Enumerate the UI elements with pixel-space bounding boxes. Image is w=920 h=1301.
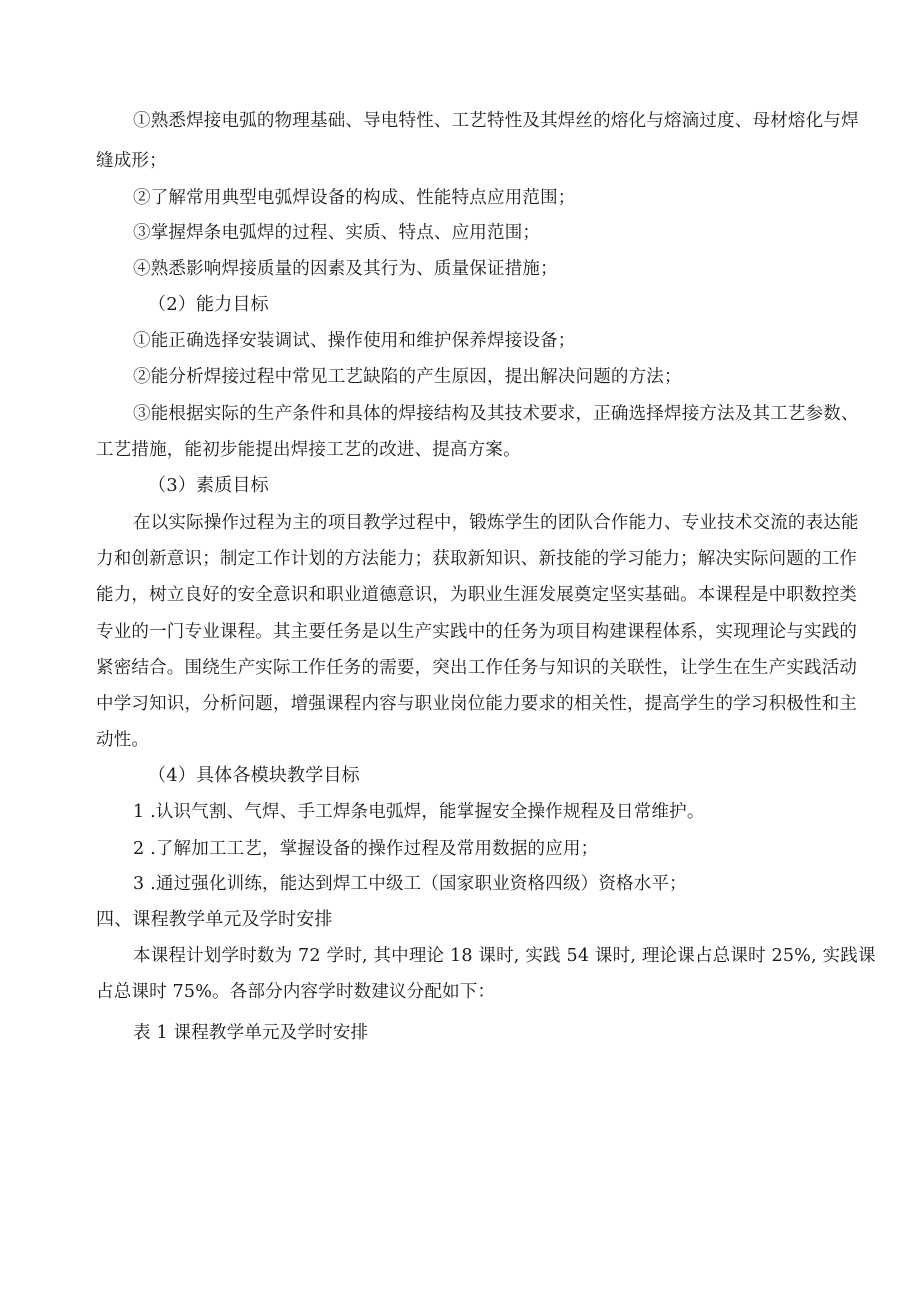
module-item-2: 2 .了解加工工艺，掌握设备的操作过程及常用数据的应用； [133, 839, 599, 859]
ability-heading: （2）能力目标 [148, 294, 269, 315]
quality-heading: （3）素质目标 [148, 475, 269, 496]
knowledge-item-1: ①熟悉焊接电弧的物理基础、导电特性、工艺特性及其焊丝的熔化与熔滴过度、母材熔化与焊 [133, 111, 859, 131]
hours-paragraph-line-2: 占总课时 75%。各部分内容学时数建议分配如下： [96, 982, 496, 1002]
hours-paragraph-line-1: 本课程计划学时数为 72 学时, 其中理论 18 课时, 实践 54 课时, 理论课占总课时 25%, 实践课 [133, 946, 876, 966]
table-caption: 表 1 课程教学单元及学时安排 [133, 1023, 369, 1043]
module-item-3: 3 .通过强化训练，能达到焊工中级工（国家职业资格四级）资格水平； [133, 874, 687, 894]
quality-paragraph-line-7: 动性。 [96, 730, 150, 750]
knowledge-item-3: ③掌握焊条电弧焊的过程、实质、特点、应用范围； [133, 223, 541, 243]
module-item-1: 1 .认识气割、气焊、手工焊条电弧焊，能掌握安全操作规程及日常维护。 [133, 802, 705, 822]
ability-item-1: ①能正确选择安装调试、操作使用和维护保养焊接设备； [133, 331, 576, 351]
quality-paragraph-line-6: 中学习知识，分析问题，增强课程内容与职业岗位能力要求的相关性，提高学生的学习积极性和主 [96, 694, 858, 714]
quality-paragraph-line-5: 紧密结合。围绕生产实际工作任务的需要，突出工作任务与知识的关联性，让学生在生产实践活动 [96, 658, 858, 678]
knowledge-item-1-cont: 缝成形； [96, 151, 167, 171]
ability-item-2: ②能分析焊接过程中常见工艺缺陷的产生原因，提出解决问题的方法； [133, 367, 682, 387]
ability-item-3: ③能根据实际的生产条件和具体的焊接结构及其技术要求，正确选择焊接方法及其工艺参数、 [133, 404, 859, 424]
knowledge-item-2: ②了解常用典型电弧焊设备的构成、性能特点应用范围； [133, 188, 576, 208]
quality-paragraph-line-3: 能力，树立良好的安全意识和职业道德意识，为职业生涯发展奠定坚实基础。本课程是中职数控类 [96, 585, 858, 605]
quality-paragraph-line-4: 专业的一门专业课程。其主要任务是以生产实践中的任务为项目构建课程体系，实现理论与实践的 [96, 622, 858, 642]
ability-item-3-cont: 工艺措施，能初步能提出焊接工艺的改进、提高方案。 [96, 440, 521, 460]
section-heading: 四、课程教学单元及学时安排 [96, 909, 333, 930]
knowledge-item-4: ④熟悉影响焊接质量的因素及其行为、质量保证措施； [133, 259, 558, 279]
module-heading: （4）具体各模块教学目标 [148, 765, 360, 786]
quality-paragraph-line-2: 力和创新意识；制定工作计划的方法能力；获取新知识、新技能的学习能力；解决实际问题的工作 [96, 549, 858, 569]
quality-paragraph-line-1: 在以实际操作过程为主的项目教学过程中，锻炼学生的团队合作能力、专业技术交流的表达能 [133, 513, 859, 533]
